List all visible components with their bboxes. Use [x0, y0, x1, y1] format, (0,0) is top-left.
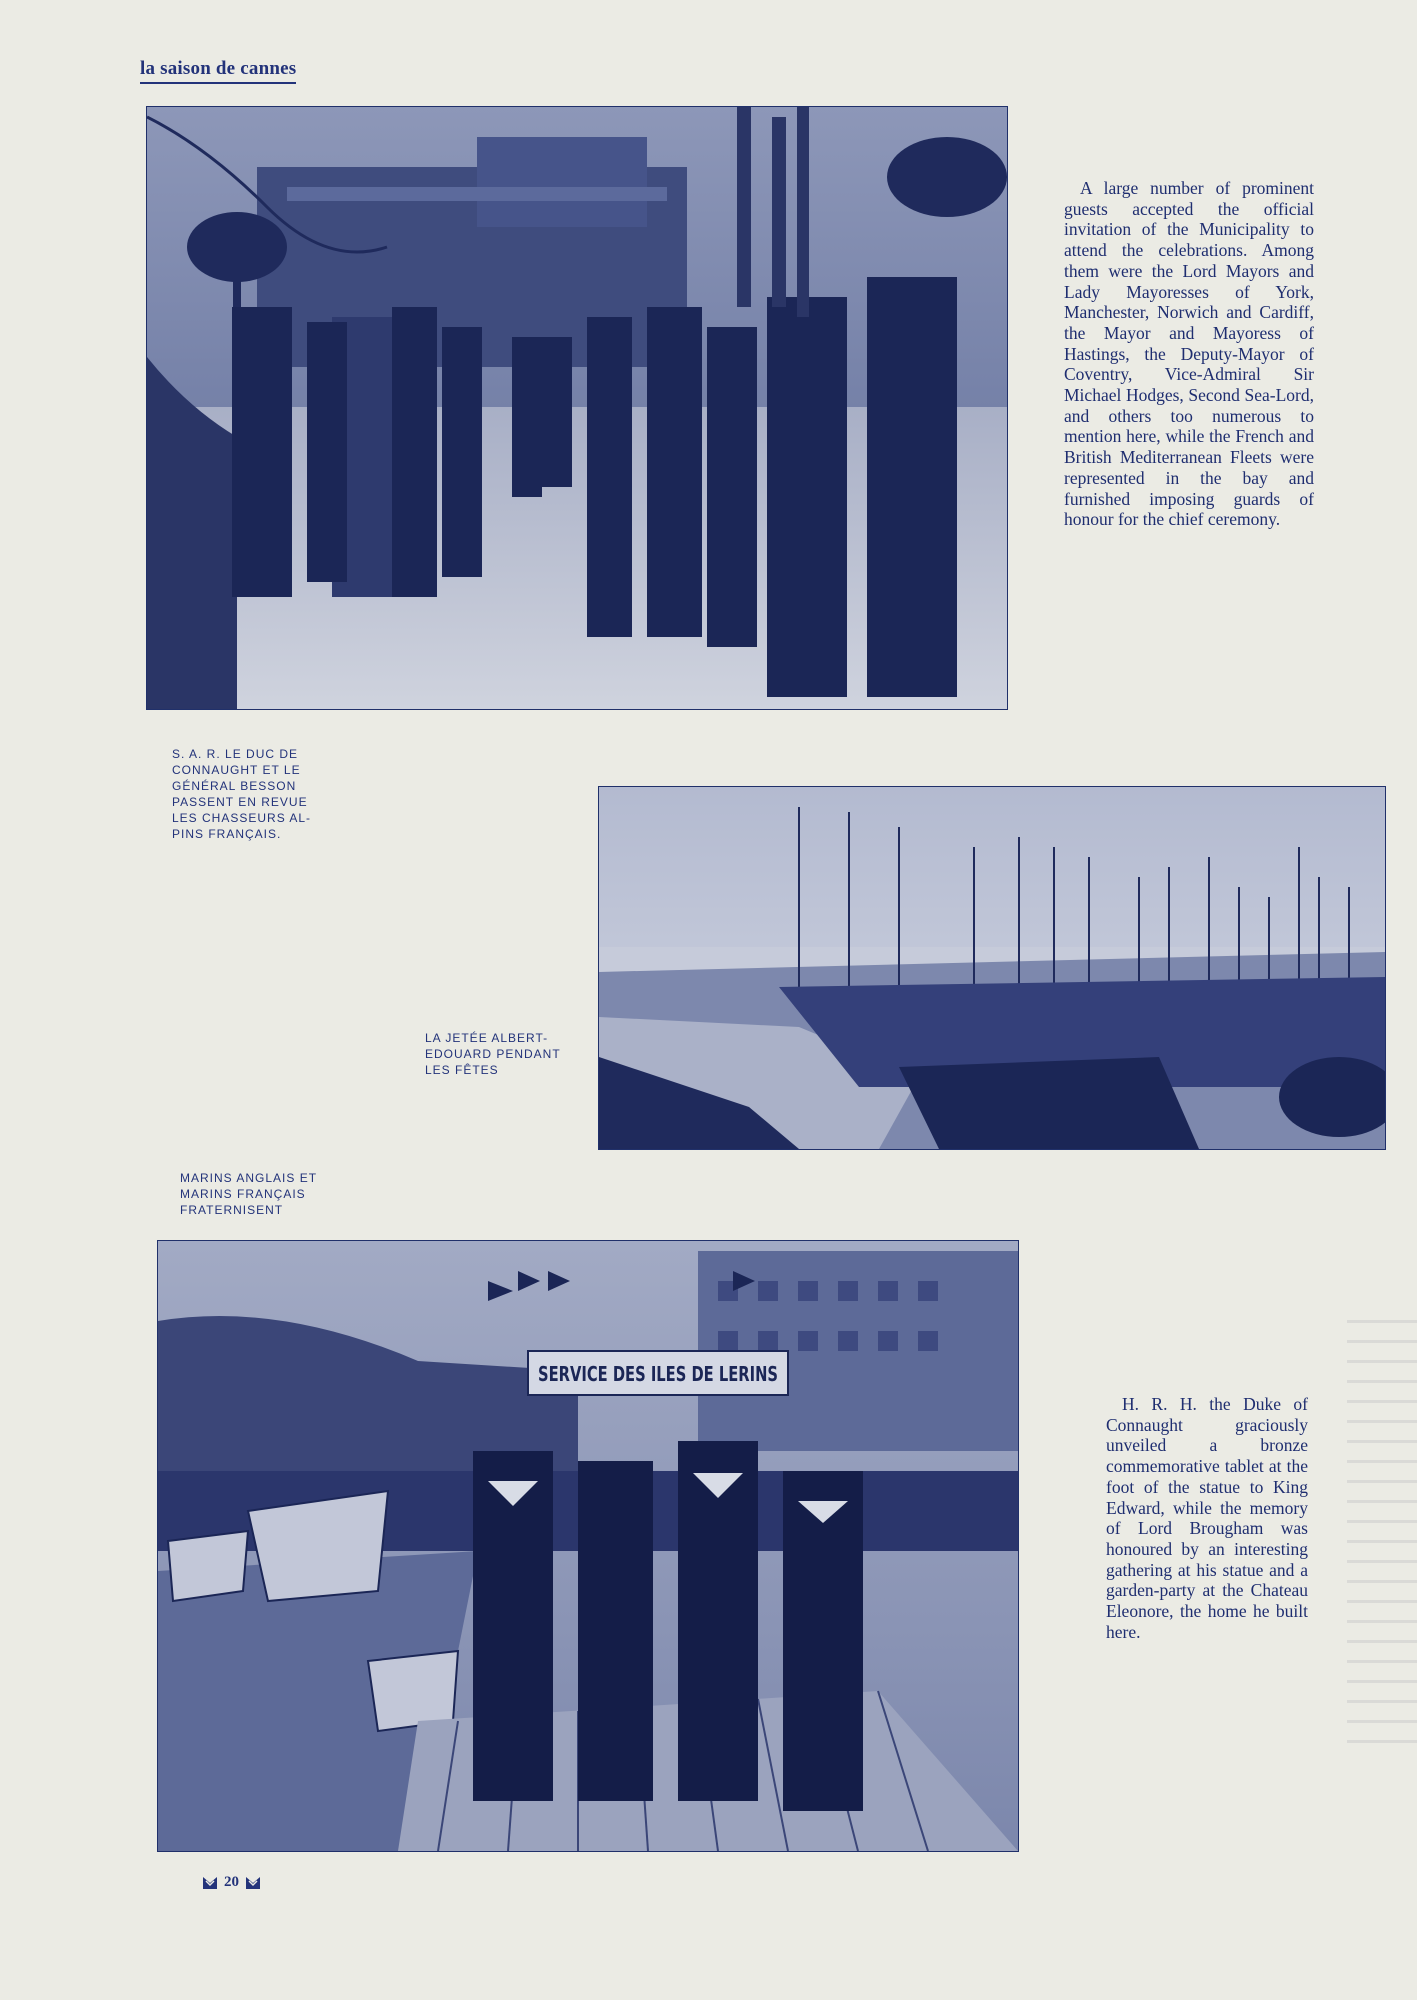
article-guests	[1064, 178, 1314, 530]
page-folio	[202, 1874, 261, 1891]
page-number: 20	[224, 1874, 239, 1890]
caption-sailors: MARINS ANGLAIS ET MARINS FRANÇAIS FRATERNISENT	[180, 1171, 317, 1217]
crest-icon	[202, 1876, 218, 1890]
banner-text: SERVICE DES ILES DE LERINS	[538, 1362, 778, 1386]
article-tablet-text: H. R. H. the Duke of Connaught graciously unveiled a bronze commemorative tablet at the foot of the statue to King Edward, while the memory of Lord Brougham was honoured by an interesting gathering at his statue and a garden-party at the Chateau Eleonore, the home he built here.	[1106, 1394, 1308, 1642]
photo-sailors-pier	[157, 1240, 1019, 1852]
article-tablet	[1106, 1394, 1308, 1642]
show-through-text	[1347, 1320, 1417, 1760]
crest-icon	[245, 1876, 261, 1890]
caption-jetty: LA JETÉE ALBERT-EDOUARD PENDANT LES FÊTES	[425, 1031, 561, 1077]
article-guests-text: A large number of prominent guests accepted the official invitation of the Municipality to attend the celebrations. Among them were the Lord Mayors and Lady Mayoresses of York, Manchester, Norwich and Cardiff, the Mayor and Mayoress of Hastings, the Deputy-Mayor of Coventry, Vice-Admiral Sir Michael Hodges, Second Sea-Lord, and others too numerous to mention here, while the French and British Mediterranean Fleets were represented in the bay and furnished imposing guards of honour for the chief ceremony.	[1064, 178, 1314, 530]
page-header: la saison de cannes	[140, 58, 296, 84]
caption-duke-review: S. A. R. LE DUC DE CONNAUGHT ET LE GÉNÉRAL BESSON PASSENT EN REVUE LES CHASSEURS AL-PINS FRANÇAIS.	[172, 747, 312, 841]
photo-harbour-jetty	[598, 786, 1386, 1150]
photo-troop-review	[146, 106, 1008, 710]
